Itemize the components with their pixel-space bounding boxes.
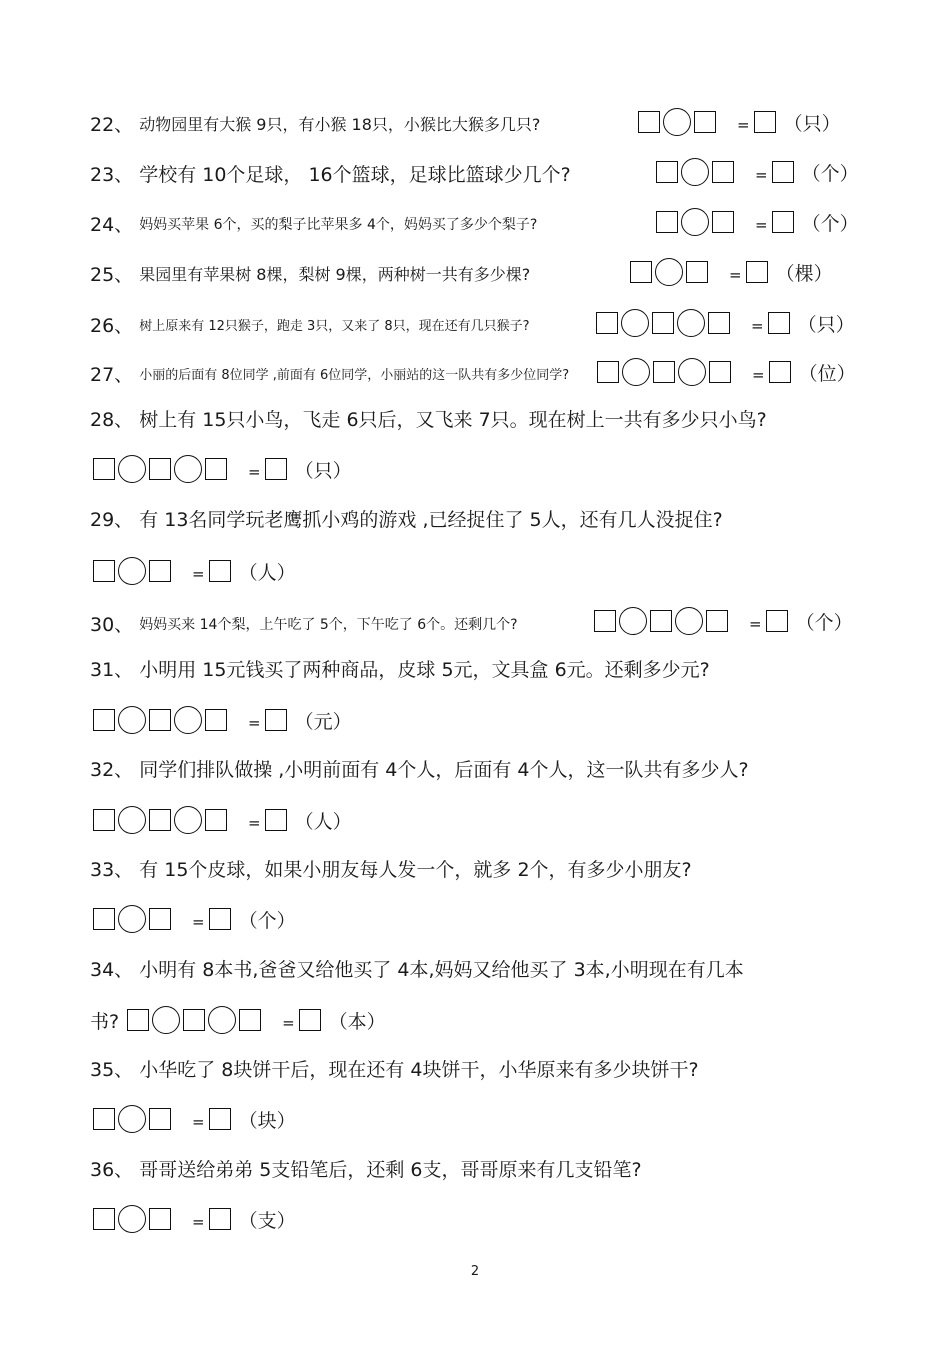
answer-formula-23 [656,158,859,186]
answer-box[interactable] [149,908,171,930]
answer-box[interactable] [596,312,618,334]
answer-box[interactable] [694,111,716,133]
operator-circle[interactable] [678,358,706,386]
answer-box[interactable] [205,458,227,480]
unit-label: （本） [328,1010,386,1033]
question-number: 35、 [90,1059,134,1081]
question-number: 29、 [90,509,134,531]
answer-box[interactable] [93,1208,115,1230]
result-box[interactable] [209,908,231,930]
answer-formula-32 [93,806,352,834]
operator-circle[interactable] [621,309,649,337]
answer-box[interactable] [149,1108,171,1130]
answer-box[interactable] [149,1208,171,1230]
unit-label: （个） [795,611,853,634]
question-text: 果园里有苹果树 8棵，梨树 9棵，两种树一共有多少棵? [139,265,531,284]
answer-box[interactable] [656,211,678,233]
question-number: 26、 [90,315,134,337]
unit-label: （支） [238,1209,296,1232]
equals-sign: = [192,1213,205,1231]
operator-circle[interactable] [174,706,202,734]
result-box[interactable] [209,1208,231,1230]
unit-label: （个） [238,909,296,932]
answer-box[interactable] [630,261,652,283]
unit-label: （棵） [775,262,833,285]
question-number: 22、 [90,114,134,136]
operator-circle[interactable] [622,358,650,386]
answer-box[interactable] [709,361,731,383]
operator-circle[interactable] [655,258,683,286]
result-box[interactable] [754,111,776,133]
result-box[interactable] [772,161,794,183]
answer-box[interactable] [93,458,115,480]
answer-formula-22 [638,108,841,136]
equals-sign: = [752,366,765,384]
equals-sign: = [737,116,750,134]
answer-formula-30 [594,607,853,635]
equals-sign: = [248,714,261,732]
answer-box[interactable] [93,908,115,930]
equals-sign: = [282,1014,295,1032]
question-text: 有 13名同学玩老鹰抓小鸡的游戏 ,已经捉住了 5人，还有几人没捉住? [139,509,723,531]
equals-sign: = [192,565,205,583]
result-box[interactable] [772,211,794,233]
result-box[interactable] [766,610,788,632]
question-number: 25、 [90,264,134,286]
unit-label: （元） [294,710,352,733]
answer-formula-26 [596,309,855,337]
question-text: 哥哥送给弟弟 5支铅笔后，还剩 6支，哥哥原来有几支铅笔? [139,1159,642,1181]
answer-box[interactable] [93,809,115,831]
answer-box[interactable] [93,709,115,731]
answer-box[interactable] [708,312,730,334]
page-number: 2 [470,1264,480,1279]
operator-circle[interactable] [118,455,146,483]
operator-circle[interactable] [681,208,709,236]
answer-box[interactable] [149,809,171,831]
operator-circle[interactable] [152,1006,180,1034]
operator-circle[interactable] [619,607,647,635]
operator-circle[interactable] [118,706,146,734]
answer-box[interactable] [149,458,171,480]
unit-label: （位） [798,362,856,385]
unit-label: （人） [294,810,352,833]
question-28 [90,405,860,432]
operator-circle[interactable] [118,557,146,585]
result-box[interactable] [769,361,791,383]
answer-formula-28 [93,455,352,483]
result-box[interactable] [768,312,790,334]
question-text: 小华吃了 8块饼干后，现在还有 4块饼干，小华原来有多少块饼干? [139,1059,699,1081]
answer-formula-31 [93,706,352,734]
answer-formula-33 [93,905,296,933]
answer-box[interactable] [638,111,660,133]
answer-box[interactable] [93,560,115,582]
question-36 [90,1155,860,1182]
answer-box[interactable] [686,261,708,283]
answer-box[interactable] [652,312,674,334]
answer-formula-35 [93,1105,296,1133]
unit-label: （个） [801,162,859,185]
question-text: 树上有 15只小鸟，飞走 6只后，又飞来 7只。现在树上一共有多少只小鸟? [139,409,767,431]
question-number: 28、 [90,409,134,431]
operator-circle[interactable] [118,1205,146,1233]
equals-sign: = [248,814,261,832]
answer-box[interactable] [205,709,227,731]
unit-label: （只） [783,112,841,135]
answer-box[interactable] [149,560,171,582]
unit-label: （只） [294,459,352,482]
question-number: 31、 [90,659,134,681]
answer-box[interactable] [183,1009,205,1031]
answer-box[interactable] [653,361,675,383]
answer-box[interactable] [93,1108,115,1130]
answer-box[interactable] [205,809,227,831]
answer-formula-25 [630,258,833,286]
result-box[interactable] [265,809,287,831]
operator-circle[interactable] [663,108,691,136]
answer-box[interactable] [650,610,672,632]
equals-sign: = [192,1113,205,1131]
question-number: 36、 [90,1159,134,1181]
question-text: 树上原来有 12只猴子，跑走 3只，又来了 8只，现在还有几只猴子? [139,319,530,334]
answer-box[interactable] [706,610,728,632]
equals-sign: = [755,216,768,234]
answer-box[interactable] [597,361,619,383]
question-text: 学校有 10个足球， 16个篮球，足球比篮球少几个? [139,164,571,186]
question-text: 同学们排队做操 ,小明前面有 4个人，后面有 4个人，这一队共有多少人? [139,759,749,781]
result-box[interactable] [746,261,768,283]
answer-formula-24 [656,208,859,236]
equals-sign: = [751,317,764,335]
question-text: 小丽的后面有 8位同学 ,前面有 6位同学，小丽站的这一队共有多少位同学? [139,368,570,383]
answer-box[interactable] [594,610,616,632]
question-text-continued: 书? [90,1010,120,1033]
question-35 [90,1055,860,1082]
result-box[interactable] [209,1108,231,1130]
answer-formula-27 [597,358,856,386]
answer-box[interactable] [149,709,171,731]
question-number: 24、 [90,214,134,236]
question-33 [90,855,860,882]
operator-circle[interactable] [118,1105,146,1133]
equals-sign: = [248,463,261,481]
result-box[interactable] [265,709,287,731]
question-31 [90,655,860,682]
question-29 [90,505,860,532]
question-number: 23、 [90,164,134,186]
question-text: 妈妈买来 14个梨，上午吃了 5个，下午吃了 6个。还剩几个? [139,616,518,633]
unit-label: （块） [238,1109,296,1132]
question-number: 30、 [90,614,134,636]
equals-sign: = [192,913,205,931]
operator-circle[interactable] [174,806,202,834]
unit-label: （个） [801,212,859,235]
answer-box[interactable] [712,211,734,233]
question-text: 妈妈买苹果 6个，买的梨子比苹果多 4个，妈妈买了多少个梨子? [139,216,538,233]
answer-box[interactable] [239,1009,261,1031]
question-text: 有 15个皮球，如果小朋友每人发一个，就多 2个，有多少小朋友? [139,859,692,881]
operator-circle[interactable] [208,1006,236,1034]
unit-label: （只） [797,313,855,336]
question-number: 32、 [90,759,134,781]
question-text: 动物园里有大猴 9只，有小猴 18只，小猴比大猴多几只? [139,115,541,134]
result-box[interactable] [209,560,231,582]
question-number: 33、 [90,859,134,881]
question-number: 34、 [90,959,134,981]
operator-circle[interactable] [118,806,146,834]
operator-circle[interactable] [174,455,202,483]
equals-sign: = [755,166,768,184]
operator-circle[interactable] [681,158,709,186]
question-number: 27、 [90,364,134,386]
question-text: 小明用 15元钱买了两种商品，皮球 5元，文具盒 6元。还剩多少元? [139,659,710,681]
equals-sign: = [749,615,762,633]
answer-box[interactable] [656,161,678,183]
answer-box[interactable] [127,1009,149,1031]
equals-sign: = [729,266,742,284]
question-32 [90,755,860,782]
operator-circle[interactable] [118,905,146,933]
question-34-continued [90,1006,860,1034]
question-text: 小明有 8本书,爸爸又给他买了 4本,妈妈又给他买了 3本,小明现在有几本 [139,959,744,981]
result-box[interactable] [265,458,287,480]
answer-formula-29 [93,557,296,585]
answer-box[interactable] [712,161,734,183]
operator-circle[interactable] [675,607,703,635]
result-box[interactable] [299,1009,321,1031]
answer-formula-36 [93,1205,296,1233]
operator-circle[interactable] [677,309,705,337]
unit-label: （人） [238,561,296,584]
question-34 [90,955,860,982]
